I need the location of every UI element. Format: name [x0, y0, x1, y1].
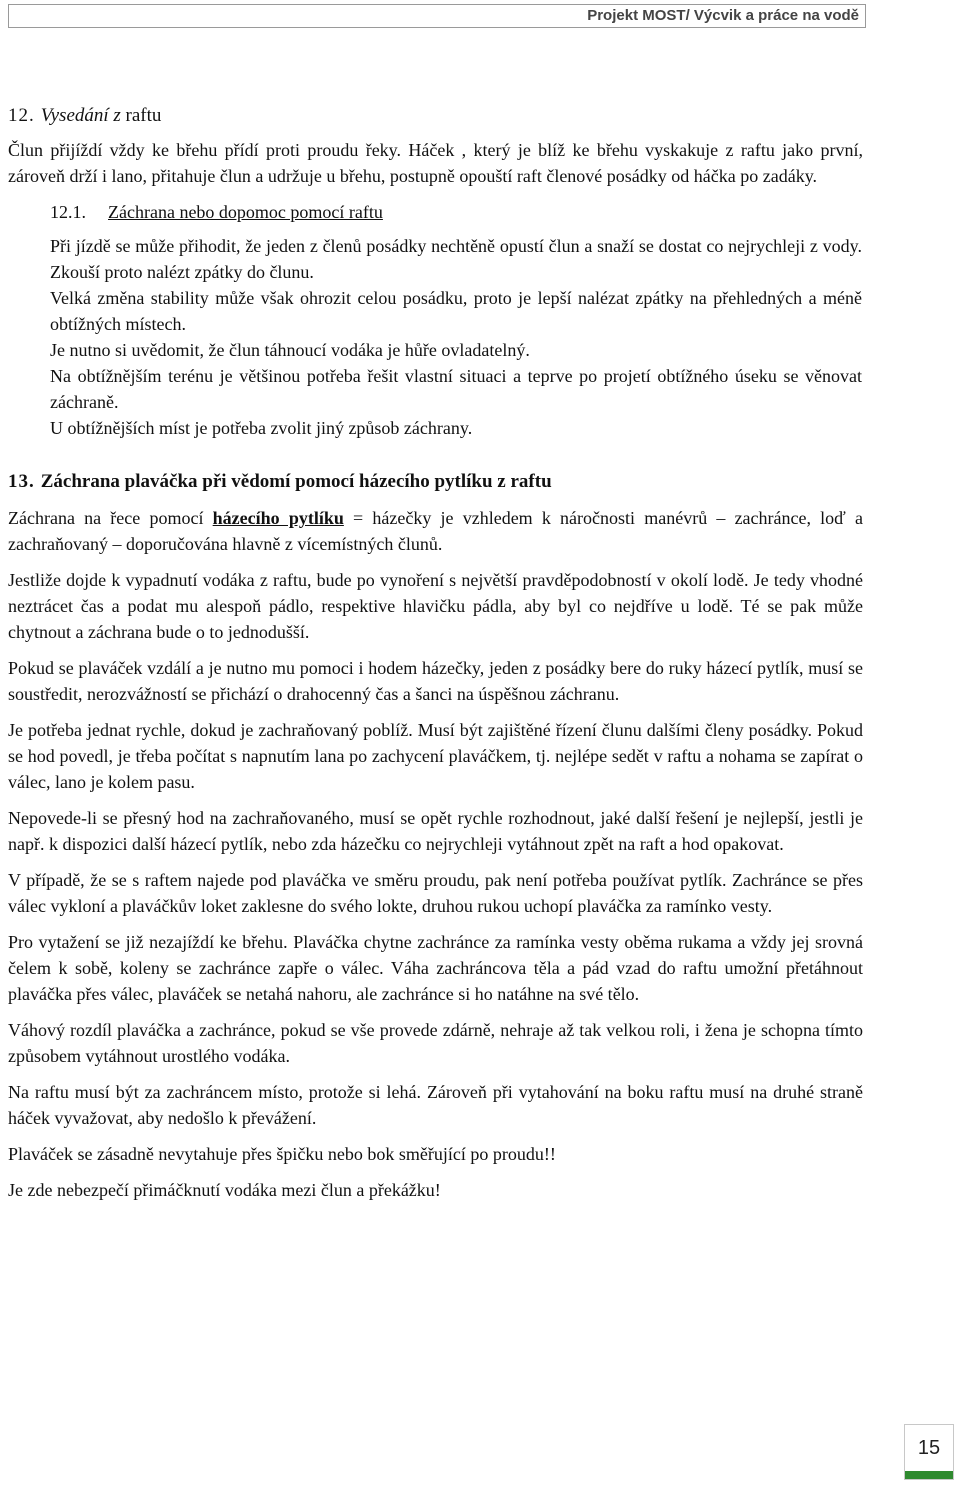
document-body: [8, 103, 863, 1213]
section-13-paragraph: Jestliže dojde k vypadnutí vodáka z raftu, bude po vynoření s největší pravděpodobností v okolí lodě. Je tedy vhodné neztrácet čas a podat mu alespoň pádlo, respektive hlavičku pádla, aby byl co nejdříve u lodě. Té se pak může chytnout a záchrana bude o to jednodušší.: [8, 570, 863, 642]
page-header: [8, 4, 866, 28]
section-12-1-title: Záchrana nebo dopomoc pomocí raftu: [108, 202, 383, 222]
section-13-title: Záchrana plaváčka při vědomí pomocí házecího pytlíku z raftu: [40, 471, 552, 492]
section-12-1-line: Je nutno si uvědomit, že člun táhnoucí vodáka je hůře ovladatelný.: [50, 340, 530, 360]
section-13-paragraph: Váhový rozdíl plaváčka a zachránce, pokud se vše provede zdárně, nehraje až tak velkou roli, i žena je schopna tímto způsobem vytáhnout urostlého vodáka.: [8, 1020, 863, 1066]
section-13-intro-after: = házečky je vzhledem k náročnosti manévrů – zachránce, loď a zachraňovaný – doporučována hlavně z vícemístných člunů.: [8, 508, 863, 554]
section-12-1-line: U obtížnějších míst je potřeba zvolit jiný způsob záchrany.: [50, 418, 473, 438]
section-13-intro-bold: házecího pytlíku: [212, 508, 344, 528]
section-12-paragraph: Člun přijíždí vždy ke břehu přídí proti proudu řeky. Háček , který je blíž ke břehu vyskakuje z raftu jako první, zároveň drží i lano, přitahuje člun a udržuje u břehu, postupně opouští raft členové posádky od háčka po zadáky.: [8, 140, 863, 186]
section-13-paragraph: V případě, že se s raftem najede pod plaváčka ve směru proudu, pak není potřeba používat pytlík. Zachránce se přes válec vykloní a plaváčkův loket zaklesne do svého lokte, druhou rukou uchopí plaváčka za ramínko vesty.: [8, 870, 863, 916]
section-12-1-line: Velká změna stability může však ohrozit celou posádku, proto je lepší nalézat zpátky na přehledných a méně obtížných místech.: [50, 288, 862, 334]
section-12-heading: [8, 103, 863, 129]
section-12-1: [50, 199, 862, 441]
section-12-1-heading: [50, 199, 862, 225]
page-number-box: [904, 1424, 954, 1480]
section-13-intro-before: Záchrana na řece pomocí: [8, 508, 213, 528]
section-13-intro: [8, 505, 863, 557]
section-13-paragraph: Nepovede-li se přesný hod na zachraňovaného, musí se opět rychle rozhodnout, jaké další řešení je nejlepší, jestli je např. k dispozici další házecí pytlík, nebo zda házečku co nejrychleji vytáhnout zpět na raft a hod opakovat.: [8, 808, 863, 854]
section-12-1-line: Na obtížnějším terénu je většinou potřeba řešit vlastní situaci a teprve po projetí obtížného úseku se věnovat záchraně.: [50, 366, 862, 412]
section-13-paragraph: Je potřeba jednat rychle, dokud je zachraňovaný poblíž. Musí být zajištěné řízení člunu dalšími členy posádky. Pokud se hod povedl, je třeba počítat s napnutím lana po zachycení plaváčkem, tj. nejlépe sedět v raftu a nohama se zapírat o válec, lano je kolem pasu.: [8, 720, 863, 792]
section-13-paragraph: Je zde nebezpečí přimáčknutí vodáka mezi člun a překážku!: [8, 1180, 441, 1200]
section-12-title-italic: Vysedání z: [40, 105, 121, 126]
section-12-title-rest: raftu: [120, 105, 162, 126]
section-12-1-number: 12.1.: [50, 202, 86, 222]
section-12-1-line: Při jízdě se může přihodit, že jeden z členů posádky nechtěně opustí člun a snaží se dostat co nejrychleji z vody. Zkouší proto nalézt zpátky do člunu.: [50, 236, 862, 282]
page-number-accent-bar: [905, 1471, 953, 1479]
section-13-paragraph: Pokud se plaváček vzdálí a je nutno mu pomoci i hodem házečky, jeden z posádky bere do ruky házecí pytlík, musí se soustředit, nerozvážností se přichází o drahocenný čas a šanci na úspěšnou záchranu.: [8, 658, 863, 704]
section-12-number: 12.: [8, 105, 35, 126]
section-13-number: 13.: [8, 471, 35, 492]
section-13-paragraph: Na raftu musí být za zachráncem místo, protože si lehá. Zároveň při vytahování na boku raftu musí na druhé straně háček vyvažovat, aby nedošlo k převážení.: [8, 1082, 863, 1128]
section-13-paragraph: Pro vytažení se již nezajíždí ke břehu. Plaváčka chytne zachránce za ramínka vesty oběma rukama a vždy jej srovná čelem k sobě, koleny se zachránce zapře o válec. Váha zachráncova těla a pád vzad do raftu umožní přetáhnout plaváčka přes válec, plaváček se netahá nahoru, ale zachránce si ho natáhne na své tělo.: [8, 932, 863, 1004]
header-title: Projekt MOST/ Výcvik a práce na vodě: [587, 7, 859, 24]
section-13-paragraph: Plaváček se zásadně nevytahuje přes špičku nebo bok směřující po proudu!!: [8, 1144, 556, 1164]
page-number: 15: [917, 1437, 941, 1459]
section-13-heading: [8, 469, 863, 495]
